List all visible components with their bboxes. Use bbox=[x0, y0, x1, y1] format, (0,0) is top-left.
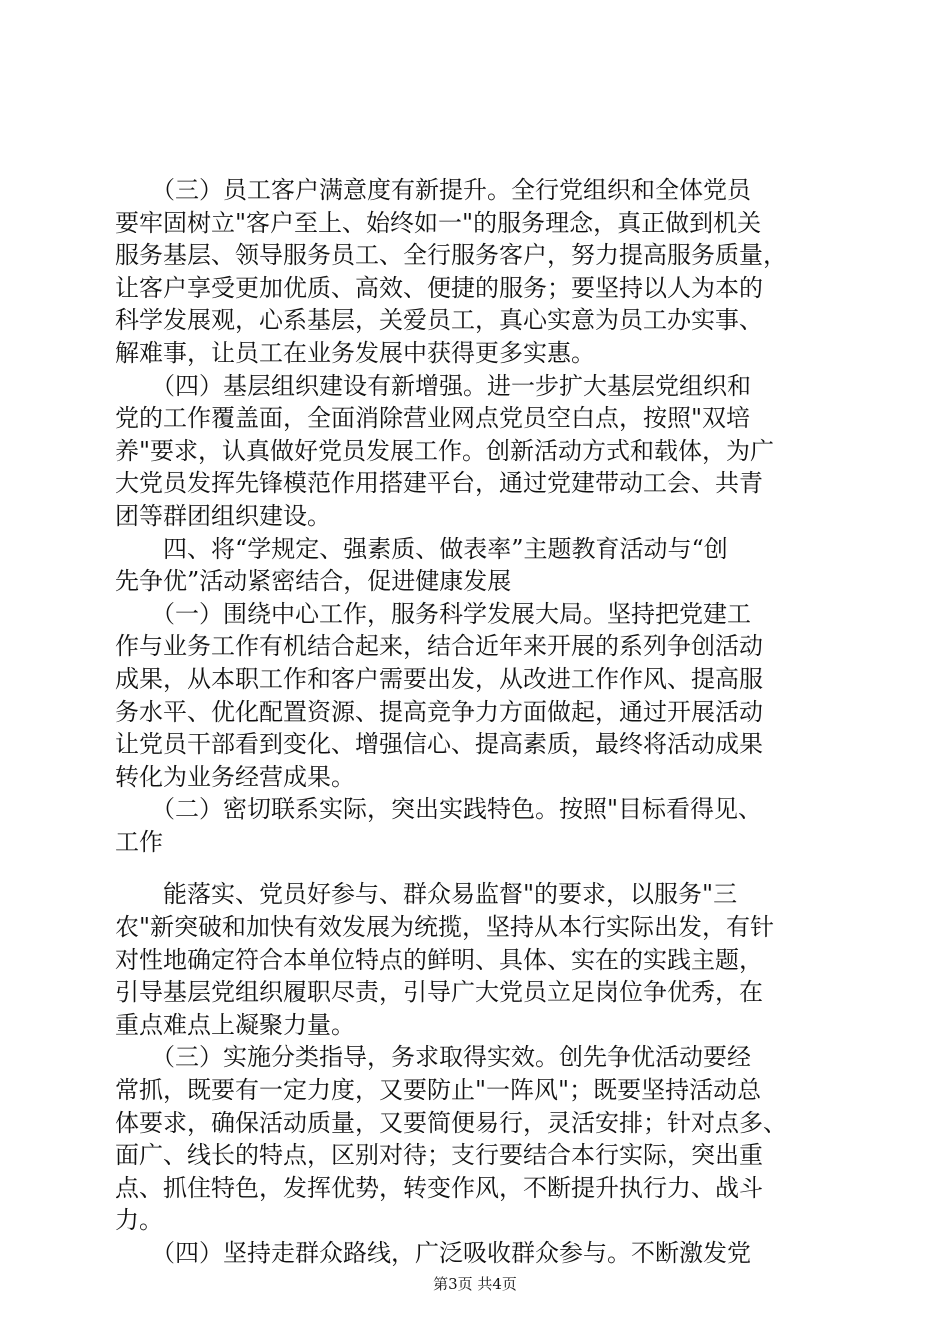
text-line: 引导基层党组织履职尽责，引导广大党员立足岗位争优秀，在 bbox=[115, 978, 763, 1007]
text-line: 作与业务工作有机结合起来，结合近年来开展的系列争创活动 bbox=[115, 632, 763, 661]
text-line: 转化为业务经营成果。 bbox=[115, 762, 355, 791]
text-line: （四）基层组织建设有新增强。进一步扩大基层党组织和 bbox=[115, 371, 751, 400]
text-line: （三）实施分类指导，务求取得实效。创先争优活动要经 bbox=[115, 1043, 751, 1072]
text-line: 科学发展观，心系基层，关爱员工，真心实意为员工办实事、 bbox=[115, 306, 763, 335]
text-line: （四）坚持走群众路线，广泛吸收群众参与。不断激发党 bbox=[115, 1239, 751, 1267]
section-heading-line: 四、将“学规定、强素质、做表率”主题教育活动与“创 bbox=[115, 534, 728, 563]
text-line: 点、抓住特色，发挥优势，转变作风，不断提升执行力、战斗 bbox=[115, 1173, 763, 1202]
text-line: 能落实、党员好参与、群众易监督"的要求，以服务"三 bbox=[115, 880, 738, 909]
text-line: 让党员干部看到变化、增强信心、提高素质，最终将活动成果 bbox=[115, 730, 763, 759]
text-line: 服务基层、领导服务员工、全行服务客户，努力提高服务质量， bbox=[115, 241, 787, 270]
text-line: 大党员发挥先锋模范作用搭建平台，通过党建带动工会、共青 bbox=[115, 469, 763, 498]
section-heading-line: 先争优”活动紧密结合，促进健康发展 bbox=[115, 567, 512, 596]
text-line: 常抓，既要有一定力度，又要防止"一阵风"；既要坚持活动总 bbox=[115, 1076, 762, 1105]
text-line: 农"新突破和加快有效发展为统揽，坚持从本行实际出发，有针 bbox=[115, 913, 775, 942]
text-line: 重点难点上凝聚力量。 bbox=[115, 1010, 355, 1039]
text-line: 养"要求，认真做好党员发展工作。创新活动方式和载体，为广 bbox=[115, 436, 775, 465]
page-number-footer: 第3页 共4页 bbox=[433, 1275, 517, 1293]
text-line: （一）围绕中心工作，服务科学发展大局。坚持把党建工 bbox=[115, 599, 751, 628]
text-line: （三）员工客户满意度有新提升。全行党组织和全体党员 bbox=[115, 176, 751, 204]
text-line: 工作 bbox=[115, 827, 163, 856]
text-line: 解难事，让员工在业务发展中获得更多实惠。 bbox=[115, 338, 595, 367]
text-line: 对性地确定符合本单位特点的鲜明、具体、实在的实践主题， bbox=[115, 945, 763, 974]
text-line: 面广、线长的特点，区别对待；支行要结合本行实际，突出重 bbox=[115, 1141, 763, 1170]
text-line: 要牢固树立"客户至上、始终如一"的服务理念，真正做到机关 bbox=[115, 208, 762, 237]
paragraph-gap bbox=[115, 858, 837, 878]
text-line: （二）密切联系实际，突出实践特色。按照"目标看得见、 bbox=[115, 795, 763, 824]
text-line: 体要求，确保活动质量，又要简便易行，灵活安排；针对点多、 bbox=[115, 1108, 787, 1137]
document-body bbox=[115, 174, 837, 1270]
text-line: 党的工作覆盖面，全面消除营业网点党员空白点，按照"双培 bbox=[115, 404, 751, 433]
text-line: 成果，从本职工作和客户需要出发，从改进工作作风、提高服 bbox=[115, 664, 763, 693]
text-line: 团等群团组织建设。 bbox=[115, 501, 331, 530]
text-line: 让客户享受更加优质、高效、便捷的服务；要坚持以人为本的 bbox=[115, 273, 763, 302]
text-line: 务水平、优化配置资源、提高竞争力方面做起，通过开展活动 bbox=[115, 697, 763, 726]
text-line: 力。 bbox=[115, 1206, 163, 1235]
